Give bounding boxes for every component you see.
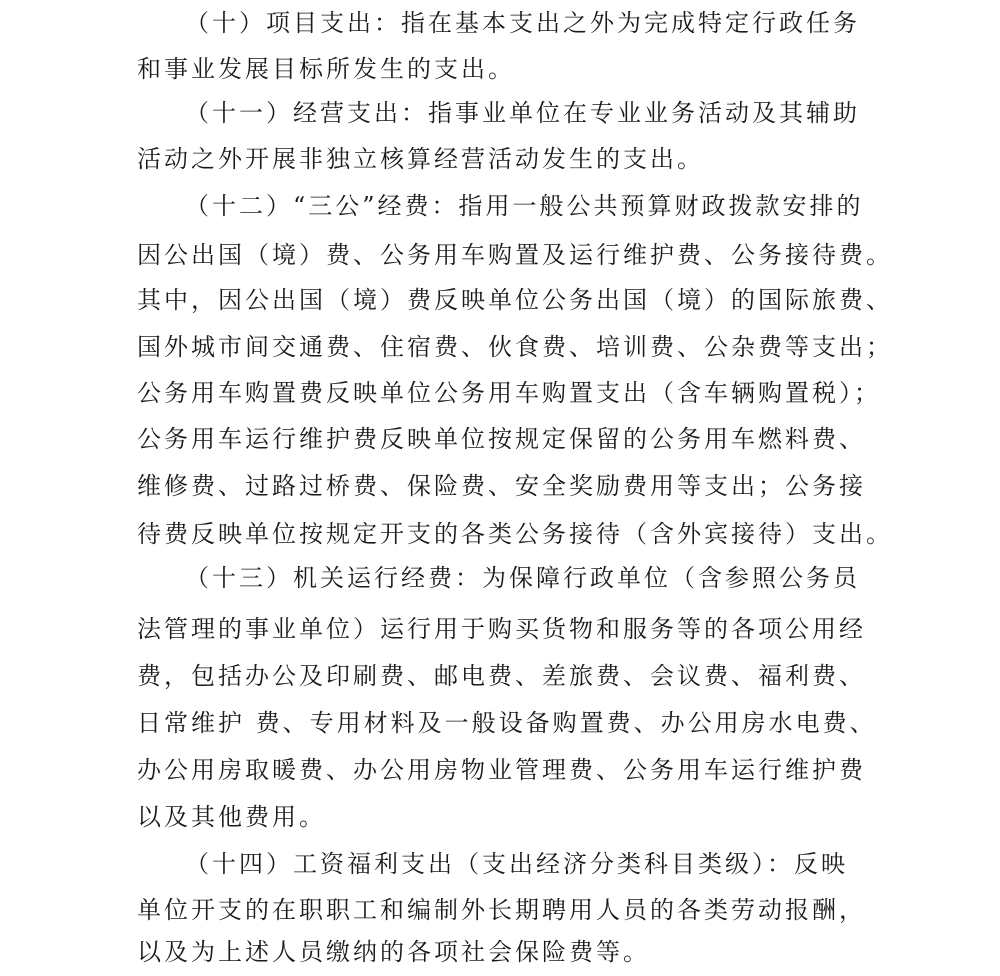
paragraph-14-line-3: 以及为上述人员缴纳的各项社会保险费等。 [137,938,650,966]
paragraph-12-line-2: 因公出国（境）费、公务用车购置及运行维护费、公务接待费。 [137,241,893,269]
paragraph-10-line-2: 和事业发展目标所发生的支出。 [137,55,515,83]
paragraph-13-line-3: 费，包括办公及印刷费、邮电费、差旅费、会议费、福利费、 [137,662,866,690]
paragraph-13-line-6: 以及其他费用。 [137,803,326,831]
paragraph-13-line-1: （十三）机关运行经费：为保障行政单位（含参照公务员 [185,564,860,592]
paragraph-13-line-2: 法管理的事业单位）运行用于购买货物和服务等的各项公用经 [137,615,866,643]
paragraph-14-line-1: （十四）工资福利支出（支出经济分类科目类级）：反映 [185,850,848,878]
paragraph-12-line-7: 维修费、过路过桥费、保险费、安全奖励费用等支出；公务接 [137,472,866,500]
paragraph-12-line-5: 公务用车购置费反映单位公务用车购置支出（含车辆购置税）； [137,379,881,407]
paragraph-12-line-6: 公务用车运行维护费反映单位按规定保留的公务用车燃料费、 [137,425,866,453]
paragraph-12-line-3: 其中，因公出国（境）费反映单位公务出国（境）的国际旅费、 [137,286,893,314]
paragraph-12-line-1: （十二）“三公”经费：指用一般公共预算财政拨款安排的 [185,192,864,220]
paragraph-12-line-8: 待费反映单位按规定开支的各类公务接待（含外宾接待）支出。 [137,520,893,548]
paragraph-10-line-1: （十）项目支出：指在基本支出之外为完成特定行政任务 [185,9,860,37]
paragraph-13-line-4: 日常维护 费、专用材料及一般设备购置费、办公用房水电费、 [137,709,877,737]
paragraph-11-line-2: 活动之外开展非独立核算经营活动发生的支出。 [137,145,704,173]
paragraph-13-line-5: 办公用房取暖费、办公用房物业管理费、公务用车运行维护费 [137,756,866,784]
paragraph-12-line-4: 国外城市间交通费、住宿费、伙食费、培训费、公杂费等支出； [137,333,893,361]
paragraph-11-line-1: （十一）经营支出：指事业单位在专业业务活动及其辅助 [185,99,860,127]
paragraph-14-line-2: 单位开支的在职职工和编制外长期聘用人员的各类劳动报酬， [137,896,866,924]
